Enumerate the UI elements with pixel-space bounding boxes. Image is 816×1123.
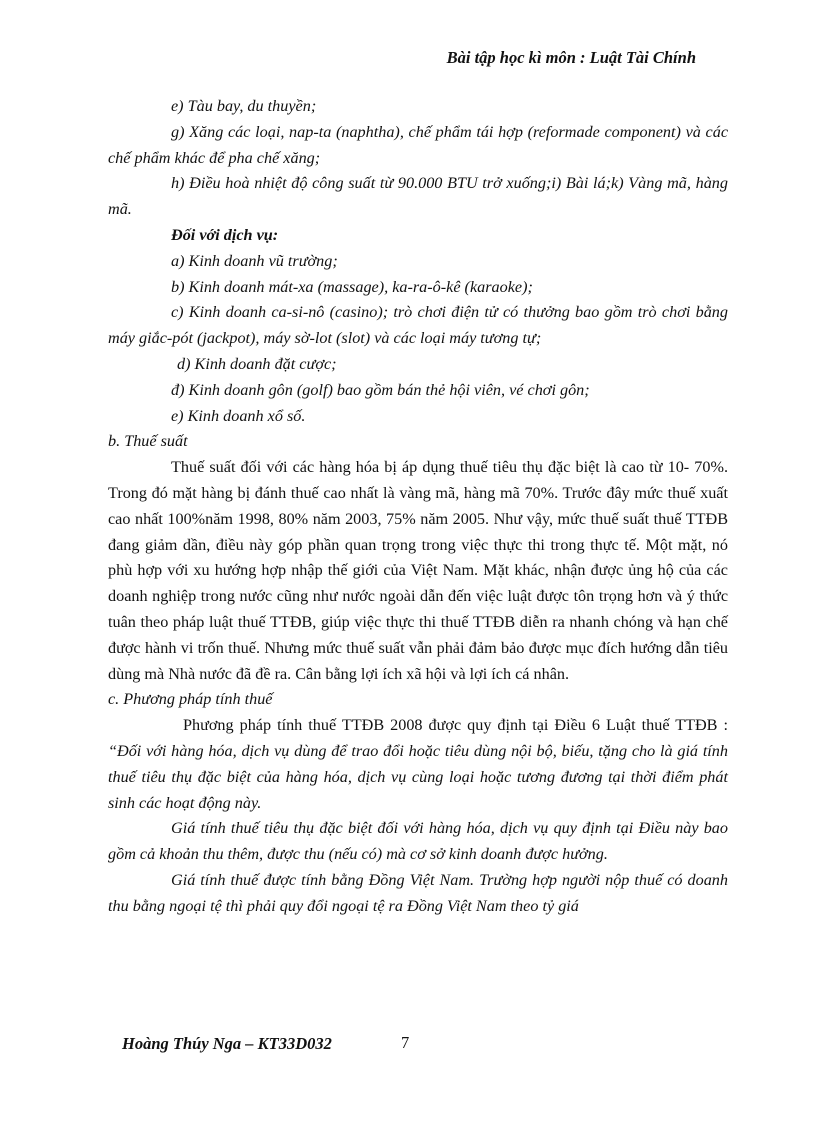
service-item-d: d) Kinh doanh đặt cược;: [177, 354, 337, 373]
services-heading: Đối với dịch vụ:: [171, 225, 279, 244]
service-item-dd: đ) Kinh doanh gôn (golf) bao gồm bán thẻ hội viên, vé chơi gôn;: [171, 380, 590, 399]
page-number: 7: [401, 1033, 410, 1052]
goods-item-g: g) Xăng các loại, nap-ta (naphtha), chế phẩm tái hợp (reformade component) và các chế phẩm khác để pha chế xăng;: [108, 122, 728, 167]
goods-item-h: h) Điều hoà nhiệt độ công suất từ 90.000 BTU trở xuống;i) Bài lá;k) Vàng mã, hàng mã.: [108, 174, 728, 219]
document-body: [108, 94, 728, 920]
goods-item-e: e) Tàu bay, du thuyền;: [171, 97, 317, 115]
tax-rate-paragraph: Thuế suất đối với các hàng hóa bị áp dụng thuế tiêu thụ đặc biệt là cao từ 10- 70%. Trong đó mặt hàng bị đánh thuế cao nhất là vàng mã, hàng mã 70%. Trước đây mức thuế xuất cao nhất 100%năm 1998, 80% năm 2003, 75% năm 2005. Như vậy, mức thuế suất thuế TTĐB đang giảm dần, điều này góp phần quan trọng trong việc thực thi trong thực tế. Một mặt, nó phù hợp với xu hướng hợp nhập thế giới của Việt Nam. Mặt khác, nhận được ủng hộ của các doanh nghiệp trong nước cũng như nước ngoài dẫn đến việc luật được tôn trọng hơn và ý thức tuân theo pháp luật thuế TTĐB, giúp việc thực thi thuế TTĐB diễn ra nhanh chóng và hạn chế được hành vi trốn thuế. Nhưng mức thuế suất vẫn phải đảm bảo được mục đích hướng dẫn tiêu dùng mà Nhà nước đã đề ra. Cân bằng lợi ích xã hội và lợi ích cá nhân.: [108, 458, 728, 683]
method-paragraph-2: Giá tính thuế tiêu thụ đặc biệt đối với hàng hóa, dịch vụ quy định tại Điều này bao gồm cả khoản thu thêm, được thu (nếu có) mà cơ sở kinh doanh được hưởng.: [108, 819, 728, 864]
service-item-c: c) Kinh doanh ca-si-nô (casino); trò chơi điện tử có thưởng bao gồm trò chơi bằng máy giắc-pót (jackpot), máy sờ-lot (slot) và các loại máy tương tự;: [108, 303, 728, 348]
service-item-b: b) Kinh doanh mát-xa (massage), ka-ra-ô-kê (karaoke);: [171, 277, 533, 296]
tax-rate-heading: b. Thuế suất: [108, 432, 188, 451]
service-item-e: e) Kinh doanh xổ số.: [171, 406, 306, 425]
service-item-a: a) Kinh doanh vũ trường;: [171, 251, 338, 270]
method-paragraph-3: Giá tính thuế được tính bằng Đồng Việt Nam. Trường hợp người nộp thuế có doanh thu bằng ngoại tệ thì phải quy đổi ngoại tệ ra Đồng Việt Nam theo tỷ giá: [108, 870, 728, 915]
method-paragraph: [108, 713, 728, 816]
method-quote: “Đối với hàng hóa, dịch vụ dùng để trao đổi hoặc tiêu dùng nội bộ, biếu, tặng cho là giá tính thuế tiêu thụ đặc biệt của hàng hóa, dịch vụ cùng loại hoặc tương đương tại thời điểm phát sinh các hoạt động này.: [108, 741, 728, 812]
footer-author: Hoàng Thúy Nga – KT33D032: [122, 1034, 332, 1053]
method-heading: c. Phương pháp tính thuế: [108, 690, 273, 709]
method-intro: Phương pháp tính thuế TTĐB 2008 được quy định tại Điều 6 Luật thuế TTĐB :: [183, 716, 728, 735]
page-header-title: Bài tập học kì môn : Luật Tài Chính: [446, 48, 696, 67]
